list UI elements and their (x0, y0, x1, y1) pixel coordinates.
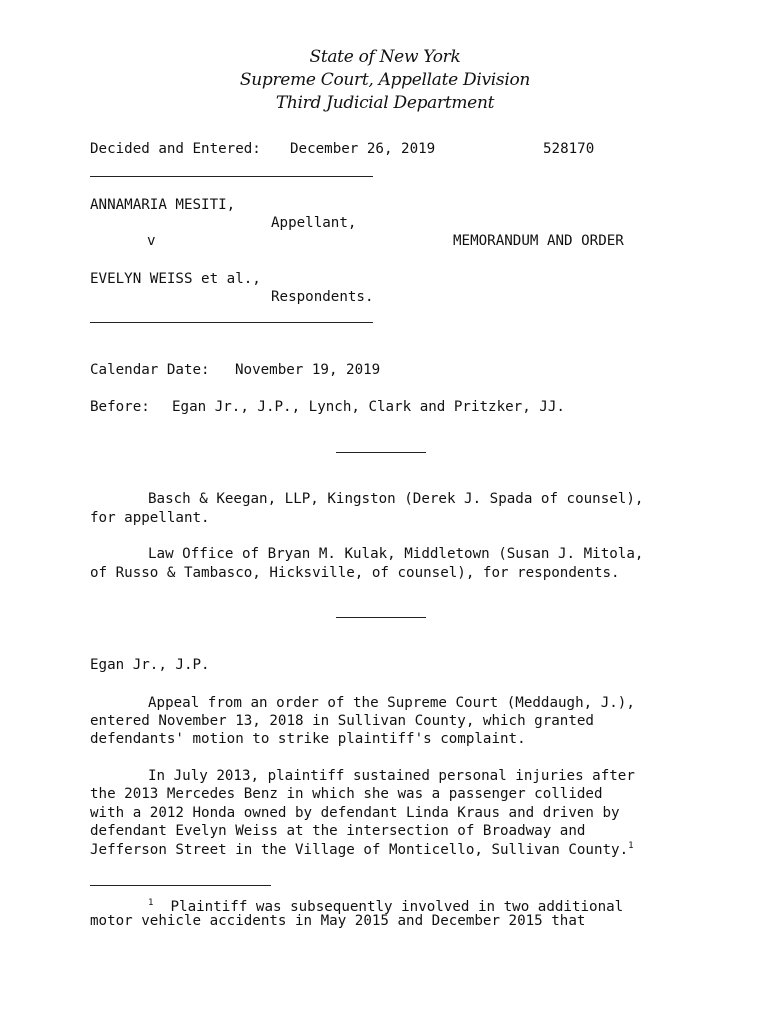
versus: v (147, 233, 156, 249)
body-line: defendant Evelyn Weiss at the intersection of Broadway and (90, 823, 586, 839)
footnote-line2: motor vehicle accidents in May 2015 and December 2015 that (90, 913, 586, 929)
opinion-author: Egan Jr., J.P. (90, 657, 210, 673)
footnote-number: 1 (148, 898, 154, 908)
footnote-text: Plaintiff was subsequently involved in two additional (170, 899, 624, 915)
body-line: defendants' motion to strike plaintiff's complaint. (90, 731, 526, 747)
before-justices: Egan Jr., J.P., Lynch, Clark and Pritzker, JJ. (172, 399, 565, 415)
body-line: entered November 13, 2018 in Sullivan County, which granted (90, 713, 594, 729)
order-type: MEMORANDUM AND ORDER (453, 233, 624, 249)
caption-bottom-rule (90, 322, 373, 323)
body-line: with a 2012 Honda owned by defendant Linda Kraus and driven by (90, 805, 620, 821)
calendar-date: November 19, 2019 (235, 362, 381, 378)
respondent-counsel-line2: of Russo & Tambasco, Hicksville, of counsel), for respondents. (90, 565, 620, 581)
respondent-counsel-line1: Law Office of Bryan M. Kulak, Middletown (Susan J. Mitola, (148, 546, 644, 562)
respondent-role: Respondents. (271, 289, 374, 305)
body-line: the 2013 Mercedes Benz in which she was a passenger collided (90, 786, 603, 802)
footnote-rule (90, 885, 271, 886)
court-division: Supreme Court, Appellate Division (239, 70, 531, 90)
court-name: State of New York (309, 47, 461, 67)
appellant-name: ANNAMARIA MESITI, (90, 197, 236, 213)
calendar-label: Calendar Date: (90, 362, 210, 378)
body-line: In July 2013, plaintiff sustained personal injuries after (148, 768, 635, 784)
appellant-counsel-line1: Basch & Keegan, LLP, Kingston (Derek J. Spada of counsel), (148, 491, 644, 507)
appellant-counsel-line2: for appellant. (90, 510, 210, 526)
respondent-name: EVELYN WEISS et al., (90, 271, 261, 287)
section-divider (336, 452, 426, 453)
docket-number: 528170 (543, 141, 595, 157)
section-divider (336, 617, 426, 618)
footnote-marker[interactable]: 1 (628, 841, 634, 851)
before-label: Before: (90, 399, 150, 415)
body-line: Jefferson Street in the Village of Monticello, Sullivan County. (90, 842, 629, 858)
court-department: Third Judicial Department (275, 93, 495, 113)
decided-label: Decided and Entered: (90, 141, 261, 157)
body-line: Appeal from an order of the Supreme Court (Meddaugh, J.), (148, 695, 635, 711)
decided-date: December 26, 2019 (290, 141, 436, 157)
caption-top-rule (90, 176, 373, 177)
body-line-with-footnote (90, 841, 634, 860)
appellant-role: Appellant, (271, 215, 357, 231)
